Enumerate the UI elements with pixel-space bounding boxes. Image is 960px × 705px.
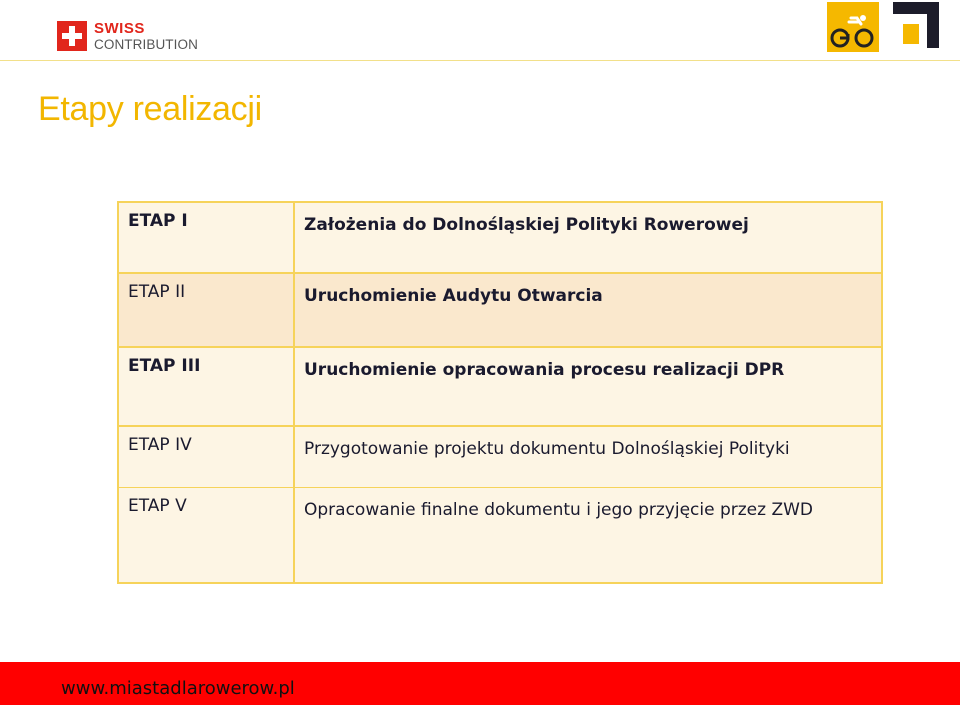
bicycle-go-logo-icon bbox=[827, 2, 879, 52]
table-row bbox=[118, 426, 882, 487]
swiss-flag-icon bbox=[57, 21, 87, 51]
footer-url: www.miastadlarowerow.pl bbox=[61, 678, 295, 699]
stage-label: ETAP V bbox=[118, 487, 294, 583]
stage-description: Założenia do Dolnośląskiej Polityki Rowerowej bbox=[294, 202, 882, 273]
table-row bbox=[118, 273, 882, 347]
stage-label: ETAP II bbox=[118, 273, 294, 347]
stage-label: ETAP III bbox=[118, 347, 294, 426]
header-divider bbox=[0, 60, 960, 61]
table-row bbox=[118, 347, 882, 426]
page-title: Etapy realizacji bbox=[38, 90, 262, 128]
stage-description: Uruchomienie opracowania procesu realizacji DPR bbox=[294, 347, 882, 426]
table-row bbox=[118, 487, 882, 583]
stage-description: Przygotowanie projektu dokumentu Dolnośląskiej Polityki bbox=[294, 426, 882, 487]
stage-label: ETAP IV bbox=[118, 426, 294, 487]
swiss-logo-line1: SWISS bbox=[94, 19, 145, 37]
stage-description: Uruchomienie Audytu Otwarcia bbox=[294, 273, 882, 347]
swiss-logo-line2: CONTRIBUTION bbox=[94, 36, 198, 52]
swiss-contribution-logo bbox=[57, 19, 198, 53]
swiss-logo-text bbox=[94, 21, 198, 52]
footer-bar bbox=[0, 662, 960, 705]
stage-description: Opracowanie finalne dokumentu i jego przyjęcie przez ZWD bbox=[294, 487, 882, 583]
table-row bbox=[118, 202, 882, 273]
corner-bracket-logo-icon bbox=[891, 0, 941, 50]
stages-table bbox=[117, 201, 883, 584]
stage-label: ETAP I bbox=[118, 202, 294, 273]
